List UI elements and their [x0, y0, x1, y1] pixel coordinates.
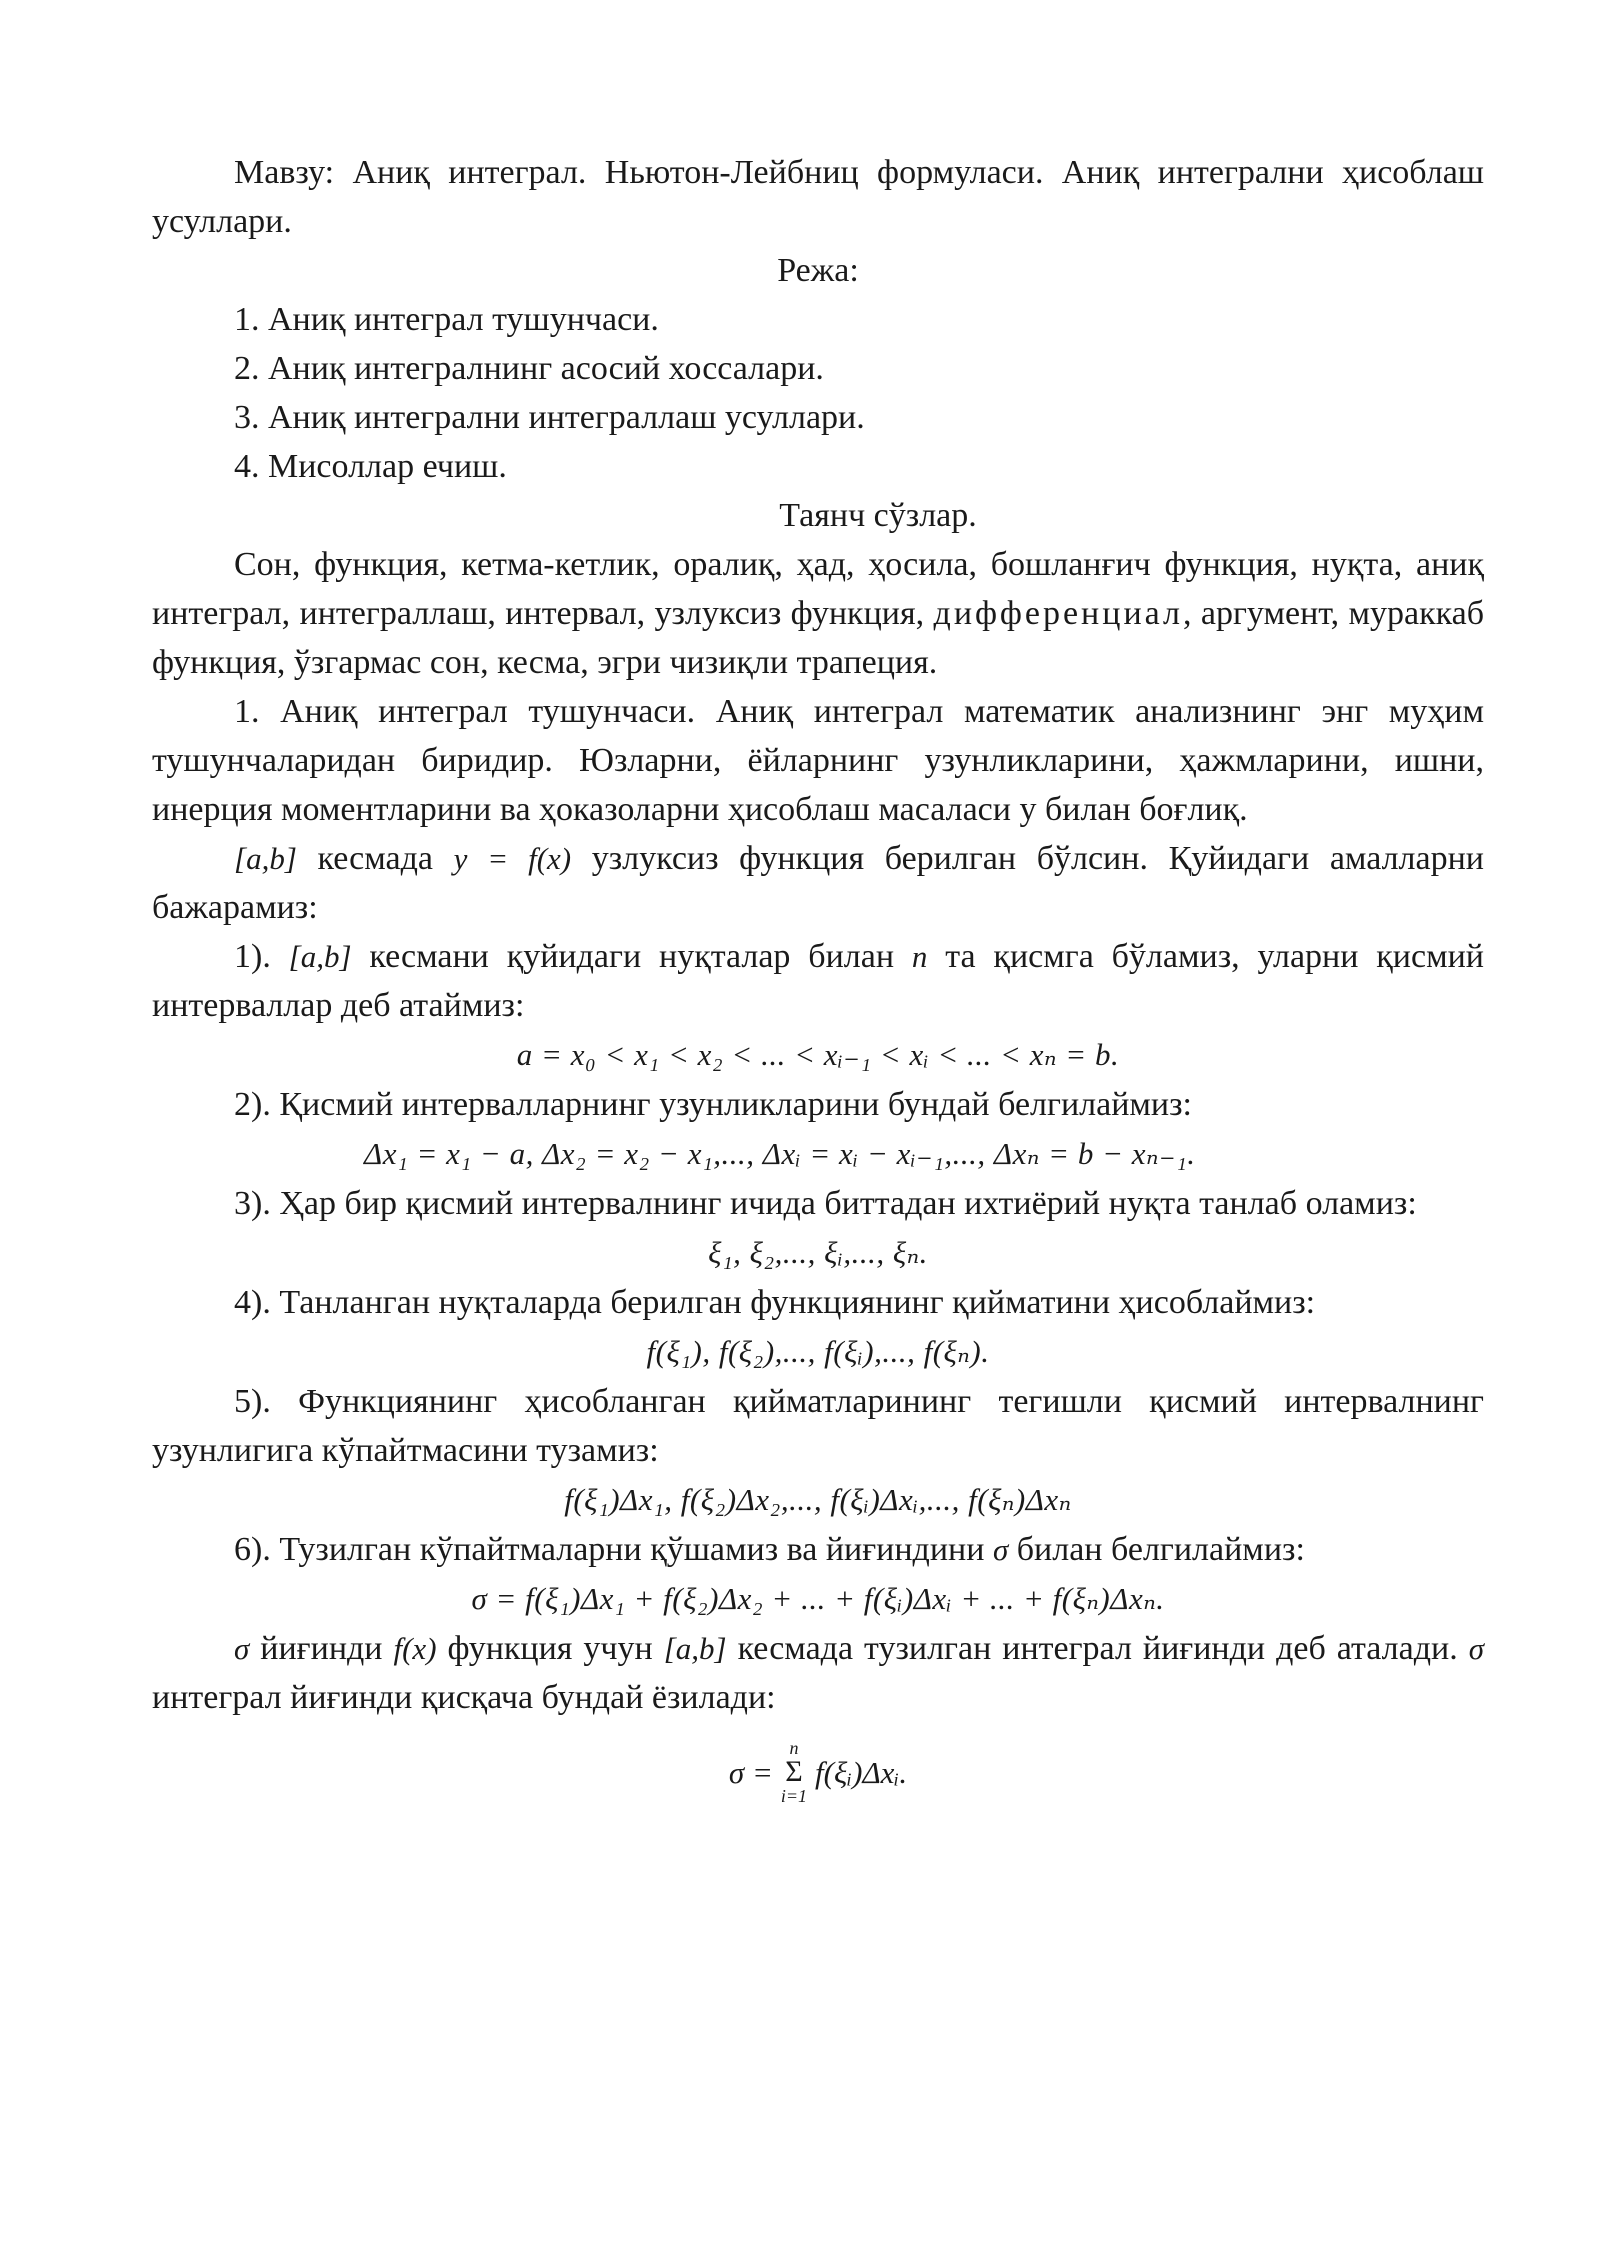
keywords-text-a: Сон, функция, кетма-кетлик, оралиқ, ҳад, ҳосила, бошланғич функция, нуқта, аниқ интеграл, интеграллаш, интервал, узлуксиз функция, — [152, 546, 1484, 632]
step-6-text-1: 6). Тузилган кўпайтмаларни қўшамиз ва йиғиндини — [234, 1531, 993, 1568]
plan-item: 1. Аниқ интеграл тушунчаси. — [234, 301, 659, 338]
integral-sum-text-1: йиғинди — [249, 1630, 394, 1667]
document-body — [152, 148, 1484, 1818]
given-paragraph — [152, 834, 1484, 932]
formula-deltas: Δx₁ = x₁ − a, Δx₂ = x₂ − x₁,..., Δxᵢ = xᵢ − xᵢ₋₁,..., Δxₙ = b − xₙ₋₁. — [364, 1136, 1196, 1171]
plan-heading: Режа: — [777, 252, 859, 289]
plan-item: 4. Мисоллар ечиш. — [234, 448, 507, 485]
formula-f-values: f(ξ₁), f(ξ₂),..., f(ξᵢ),..., f(ξₙ). — [646, 1334, 990, 1369]
plan-item: 2. Аниқ интегралнинг асосий хоссалари. — [234, 350, 824, 387]
sigma-symbol: σ — [992, 1532, 1009, 1567]
keywords-heading: Таянч сўзлар. — [779, 497, 977, 534]
topic-title: Мавзу: Аниқ интеграл. Ньютон-Лейбниц формуласи. Аниқ интегрални ҳисоблаш усуллари. — [152, 154, 1484, 240]
given-text-1: кесмада — [296, 840, 454, 877]
segment-ab: [a,b] — [234, 841, 297, 876]
step-1-text-2: та қисмга бўламиз, уларни қисмий интерваллар деб атаймиз: — [152, 938, 1484, 1024]
step-2-paragraph: 2). Қисмий интервалларнинг узунликларини бундай белгилаймиз: — [234, 1086, 1192, 1123]
sigma-symbol: σ — [1468, 1631, 1484, 1666]
keywords-text-b: , аргумент, мураккаб функция, ўзгармас сон, кесма, эгри чизиқли трапеция. — [152, 595, 1484, 681]
formula-partition: a = x₀ < x₁ < x₂ < ... < xᵢ₋₁ < xᵢ < ... < xₙ = b. — [516, 1037, 1120, 1072]
integral-sum-text-2: функция учун — [436, 1630, 664, 1667]
step-1-paragraph — [152, 932, 1484, 1030]
step-1-text-1: кесмани қуйидаги нуқталар билан — [351, 938, 912, 975]
segment-ab: [a,b] — [288, 939, 352, 974]
step-6-text-2: билан белгилаймиз: — [1008, 1531, 1305, 1568]
sum-sigma-icon: Σ — [785, 1755, 803, 1788]
step-1-number: 1). — [234, 938, 289, 975]
formula-sigma-notation — [152, 1726, 1484, 1818]
summation-symbol — [781, 1739, 807, 1805]
step-5-paragraph: 5). Функциянинг ҳисобланган қийматларининг тегишли қисмий интервалнинг узунлигига кўпайтмасини тузамиз: — [152, 1383, 1484, 1469]
sum-lower-limit: i=1 — [780, 1786, 808, 1806]
step-4-paragraph: 4). Танланган нуқталарда берилган функциянинг қийматини ҳисоблаймиз: — [234, 1284, 1316, 1321]
step-6-paragraph — [152, 1525, 1484, 1574]
plan-item: 3. Аниқ интегрални интеграллаш усуллари. — [234, 399, 865, 436]
formula-sigma-sum: σ = f(ξ₁)Δx₁ + f(ξ₂)Δx₂ + ... + f(ξᵢ)Δxᵢ + ... + f(ξₙ)Δxₙ. — [471, 1581, 1165, 1616]
section-1-paragraph: 1. Аниқ интеграл тушунчаси. Аниқ интеграл математик анализнинг энг муҳим тушунчаларидан биридир. Юзларни, ёйларнинг узунликларини, ҳажмларини, ишни, инерция моментларини ва ҳоказоларни ҳисоблаш масаласи у билан боғлиқ. — [152, 693, 1484, 828]
sum-upper-limit: n — [789, 1738, 799, 1758]
integral-sum-text-4: интеграл йиғинди қисқача бундай ёзилади: — [152, 1679, 776, 1716]
sigma-symbol: σ — [234, 1631, 250, 1666]
integral-sum-text-3: кесмада тузилган интеграл йиғинди деб аталади. — [726, 1630, 1469, 1667]
integral-sum-paragraph — [152, 1624, 1484, 1722]
segment-ab: [a,b] — [663, 1631, 727, 1666]
function-y-fx: y = f(x) — [453, 841, 572, 876]
keywords-spaced-word: дифференциал — [933, 595, 1183, 632]
formula-products: f(ξ₁)Δx₁, f(ξ₂)Δx₂,..., f(ξᵢ)Δxᵢ,..., f(ξₙ)Δxₙ — [564, 1482, 1072, 1517]
function-fx: f(x) — [393, 1631, 437, 1666]
keywords-paragraph — [152, 540, 1484, 687]
given-text-2: узлуксиз функция берилган бўлсин. Қуйидаги амалларни бажарамиз: — [152, 840, 1484, 926]
variable-n: n — [911, 939, 928, 974]
step-3-paragraph: 3). Ҳар бир қисмий интервалнинг ичида биттадан ихтиёрий нуқта танлаб оламиз: — [234, 1185, 1417, 1222]
sum-left-side: σ = — [728, 1754, 773, 1790]
formula-xi-points: ξ₁, ξ₂,..., ξᵢ,..., ξₙ. — [708, 1235, 928, 1270]
sum-right-side: f(ξᵢ)Δxᵢ. — [815, 1754, 908, 1790]
